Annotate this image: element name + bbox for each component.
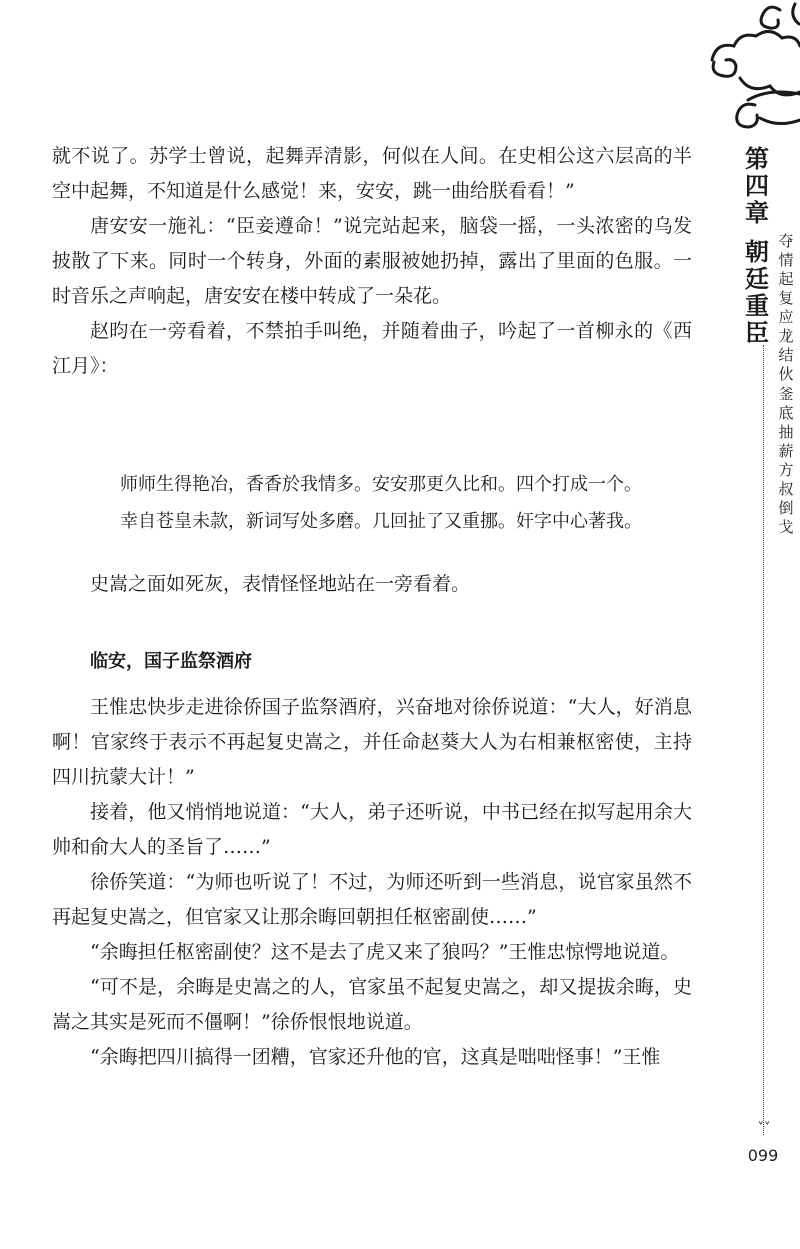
body-paragraph: “余晦担任枢密副使？这不是去了虎又来了狼吗？”王惟忠惊愕地说道。 [90,941,680,963]
poem-line: 幸自苍皇未款，新词写处多磨。几回扯了又重挪。奸字中心著我。 [120,511,642,532]
body-paragraph: 赵昀在一旁看着，不禁拍手叫绝，并随着曲子，吟起了一首柳永的《西江月》： [52,320,692,377]
chapter-title: 朝廷重臣 [745,237,769,347]
section-heading: 临安，国子监祭酒府 [90,651,252,672]
dotted-divider [763,345,764,1135]
chapter-subtitle: 釜底抽薪方叔倒戈 [778,385,794,536]
body-paragraph: 王惟忠快步走进徐侨国子监祭酒府，兴奋地对徐侨说道：“大人，好消息啊！官家终于表示不再起复史嵩之，并任命赵葵大人为右相兼枢密使，主持四川抗蒙大计！” [52,696,692,788]
body-paragraph: 史嵩之面如死灰，表情怪怪地站在一旁看着。 [90,573,471,595]
poem-block [120,466,700,540]
chapter-subtitle: 夺情起复应龙结伙 [778,232,794,383]
cloud-ornament-icon [700,0,800,160]
poem-line: 师师生得艳冶，香香於我情多。安安那更久比和。四个打成一个。 [120,474,642,495]
body-paragraph: 唐安安一施礼：“臣妾遵命！”说完站起来，脑袋一摇，一头浓密的乌发披散了下来。同时一个转身，外面的素服被她扔掉，露出了里面的色服。一时音乐之声响起，唐安安在楼中转成了一朵花。 [52,215,692,307]
body-paragraph: 徐侨笑道：“为师也听说了！不过，为师还听到一些消息，说官家虽然不再起复史嵩之，但官家又让那余晦回朝担任枢密副使……” [52,871,692,928]
page-number: 099 [747,1146,779,1165]
body-paragraph: 就不说了。苏学士曾说，起舞弄清影，何似在人间。在史相公这六层高的半空中起舞，不知道是什么感觉！来，安安，跳一曲给朕看看！” [52,145,692,202]
body-paragraph: “余晦把四川搞得一团糟，官家还升他的官，这真是咄咄怪事！”王惟 [90,1046,661,1068]
chevron-down-icon: ˅˅ [757,1121,771,1136]
body-paragraph: 接着，他又悄悄地说道：“大人，弟子还听说，中书已经在拟写起用余大帅和俞大人的圣旨了……” [52,801,692,858]
body-paragraph: “可不是，余晦是史嵩之的人，官家虽不起复史嵩之，却又提拔余晦，史嵩之其实是死而不僵啊！”徐侨恨恨地说道。 [52,976,692,1033]
chapter-number: 第四章 [745,144,769,227]
